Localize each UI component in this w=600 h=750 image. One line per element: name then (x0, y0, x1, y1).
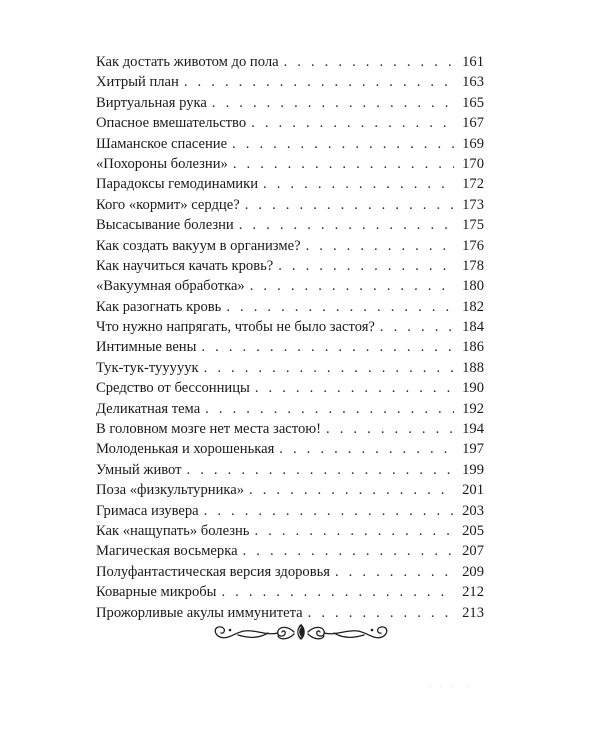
toc-entry-page: 178 (462, 257, 484, 274)
toc-entry-page: 180 (462, 278, 484, 295)
toc-entry (96, 399, 484, 419)
toc-entry (96, 562, 484, 582)
toc-entry (96, 439, 484, 459)
toc-entry (96, 134, 484, 154)
toc-entry (96, 276, 484, 296)
toc-entry (96, 541, 484, 561)
toc-entry-page: 169 (462, 135, 484, 152)
toc-entry-page: 212 (462, 584, 484, 601)
toc-entry (96, 93, 484, 113)
toc-entry (96, 236, 484, 256)
toc-entry-page: 182 (462, 298, 484, 315)
toc-entry (96, 297, 484, 317)
dot-leader (326, 419, 454, 439)
toc-entry-page: 207 (462, 543, 484, 560)
toc-entry-page: 163 (462, 74, 484, 91)
toc-entry (96, 480, 484, 500)
dot-leader (221, 582, 454, 602)
toc-entry-title: Поза «физкультурника» (96, 482, 245, 499)
toc-entry-page: 170 (462, 155, 484, 172)
toc-entry-page: 167 (462, 115, 484, 132)
toc-entry-title: Интимные вены (96, 339, 197, 356)
dot-leader (204, 358, 454, 378)
toc-entry-title: Средство от бессонницы (96, 380, 250, 397)
toc-entry-title: «Похороны болезни» (96, 155, 228, 172)
toc-entry-title: В головном мозге нет места застою! (96, 421, 322, 438)
toc-entry-page: 203 (462, 502, 484, 519)
toc-entry (96, 154, 484, 174)
dot-leader (255, 378, 454, 398)
dot-leader (251, 113, 454, 133)
toc-entry (96, 582, 484, 602)
toc-entry-title: Высасывание болезни (96, 217, 234, 234)
dot-leader (226, 297, 454, 317)
toc-entry-title: Молоденькая и хорошенькая (96, 441, 275, 458)
toc-entry (96, 460, 484, 480)
toc-entry (96, 317, 484, 337)
toc-entry-page: 173 (462, 196, 484, 213)
dot-leader (205, 399, 454, 419)
toc-entry (96, 256, 484, 276)
dot-leader (243, 541, 454, 561)
toc-entry-title: Коварные микробы (96, 584, 217, 601)
toc-entry (96, 215, 484, 235)
dot-leader (201, 337, 454, 357)
dot-leader (187, 460, 454, 480)
toc-entry-title: Как разогнать кровь (96, 298, 222, 315)
toc-entry-page: 201 (462, 482, 484, 499)
toc-entry-page: 161 (462, 54, 484, 70)
dot-leader (278, 256, 454, 276)
dot-leader (233, 154, 454, 174)
toc-entry-page: 213 (462, 604, 484, 621)
toc-entry-title: Как создать вакуум в организме? (96, 237, 301, 254)
toc-entry-title: Шаманское спасение (96, 135, 228, 152)
toc-entry (96, 521, 484, 541)
toc-entry-title: Что нужно напрягать, чтобы не было застоя? (96, 319, 375, 336)
toc-entry-page: 172 (462, 176, 484, 193)
toc-entry (96, 501, 484, 521)
toc-entry-page: 205 (462, 522, 484, 539)
toc-entry-page: 209 (462, 563, 484, 580)
toc-entry-title: Как научиться качать кровь? (96, 257, 274, 274)
toc-entry-title: Виртуальная рука (96, 94, 207, 111)
toc-entry-title: Кого «кормит» сердце? (96, 196, 240, 213)
toc-entry-page: 175 (462, 217, 484, 234)
toc-entry (96, 52, 484, 72)
toc-entry (96, 174, 484, 194)
toc-entry-page: 176 (462, 237, 484, 254)
toc-entry-title: Деликатная тема (96, 400, 201, 417)
dot-leader (245, 195, 454, 215)
toc-entry-page: 190 (462, 380, 484, 397)
toc-entry-title: Как «нащупать» болезнь (96, 522, 250, 539)
dot-leader (212, 93, 454, 113)
toc-entry-title: Полуфантастическая версия здоровья (96, 563, 330, 580)
dot-leader (184, 72, 454, 92)
dot-leader (204, 501, 454, 521)
toc-entry-page: 188 (462, 359, 484, 376)
toc-entry-title: Магическая восьмерка (96, 543, 238, 560)
toc-entry-page: 184 (462, 319, 484, 336)
toc-entry (96, 358, 484, 378)
toc-entry-title: «Вакуумная обработка» (96, 278, 245, 295)
toc-entry-page: 192 (462, 400, 484, 417)
toc-entry (96, 337, 484, 357)
dot-leader (284, 52, 454, 72)
dot-leader (250, 276, 454, 296)
toc-entry-page: 165 (462, 94, 484, 111)
dot-leader (249, 480, 454, 500)
toc-entry-page: 194 (462, 421, 484, 438)
toc-entry-page: 186 (462, 339, 484, 356)
toc-entry (96, 72, 484, 92)
faint-bleed-through-marks: · · · · (428, 682, 473, 692)
table-of-contents (96, 52, 484, 623)
dot-leader (254, 521, 454, 541)
toc-entry-title: Умный живот (96, 461, 182, 478)
toc-entry (96, 195, 484, 215)
dot-leader (335, 562, 454, 582)
dot-leader (279, 439, 454, 459)
toc-entry-title: Прожорливые акулы иммунитета (96, 604, 303, 621)
toc-entry (96, 419, 484, 439)
toc-entry-page: 197 (462, 441, 484, 458)
toc-entry-title: Как достать животом до пола (96, 54, 279, 70)
toc-entry-title: Опасное вмешательство (96, 115, 247, 132)
toc-entry-title: Тук-тук-тууууук (96, 359, 199, 376)
dot-leader (239, 215, 454, 235)
dot-leader (263, 174, 454, 194)
toc-entry-title: Гримаса изувера (96, 502, 199, 519)
toc-entry-page: 199 (462, 461, 484, 478)
dot-leader (232, 134, 454, 154)
dot-leader (380, 317, 454, 337)
toc-entry-title: Хитрый план (96, 74, 179, 91)
dot-leader (306, 236, 454, 256)
toc-entry (96, 378, 484, 398)
toc-entry-title: Парадоксы гемодинамики (96, 176, 259, 193)
scroll-flourish-ornament-icon (208, 618, 394, 648)
toc-entry (96, 113, 484, 133)
